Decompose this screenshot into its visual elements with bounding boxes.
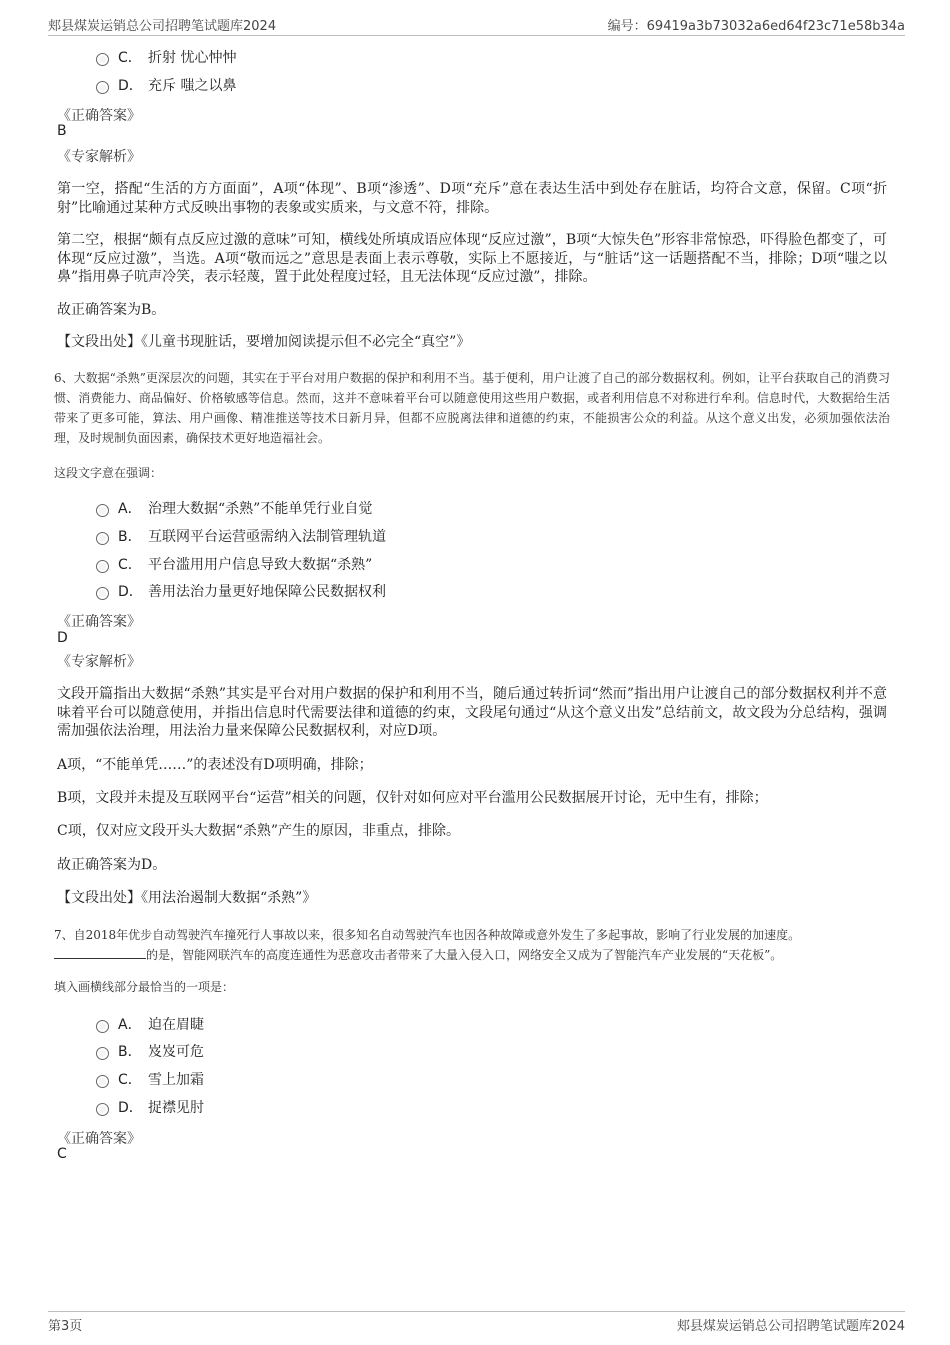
radio-icon[interactable] bbox=[96, 1103, 109, 1116]
radio-icon[interactable] bbox=[96, 532, 109, 545]
analysis-conclusion: 故正确答案为D。 bbox=[57, 857, 167, 873]
radio-icon[interactable] bbox=[96, 587, 109, 600]
analysis-source: 【文段出处】《儿童书现脏话，要增加阅读提示但不必完全“真空”》 bbox=[57, 334, 471, 350]
radio-icon[interactable] bbox=[96, 1075, 109, 1088]
radio-icon[interactable] bbox=[96, 560, 109, 573]
radio-icon[interactable] bbox=[96, 1047, 109, 1060]
analysis-paragraph: 第二空，根据“颇有点反应过激的意味”可知，横线处所填成语应体现“反应过激”，B项“大惊失色”形容非常惊恐，吓得脸色都变了，可体现“反应过激”，当选。A项“敬而远之”意思是表面上表示尊敬，实际上不愿接近，与“脏话”这一话题搭配不当，排除；D项“嗤之以鼻”指用鼻子吭声冷笑，表示轻蔑，置于此处程度过轻，且无法体现“反应过激”，排除。 bbox=[57, 232, 887, 285]
analysis-paragraph: B项，文段并未提及互联网平台“运营”相关的问题，仅针对如何应对平台滥用公民数据展开讨论，无中生有，排除； bbox=[57, 790, 768, 806]
header-doc-id: 编号：69419a3b73032a6ed64f23c71e58b34a bbox=[607, 19, 905, 34]
radio-icon[interactable] bbox=[96, 504, 109, 517]
analysis-paragraph: 文段开篇指出大数据“杀熟”其实是平台对用户数据的保护和利用不当，随后通过转折词“然而”指出用户让渡自己的部分数据权利并不意味着平台可以随意使用，并指出信息时代需要法律和道德的约束，文段尾句通过“从这个意义出发”总结前文，故文段为分总结构，强调需加强依法治理，用法治力量来保障公民数据权利，对应D项。 bbox=[57, 686, 887, 739]
answer-value: D bbox=[57, 630, 68, 646]
question-stem: 6、大数据“杀熟”更深层次的问题，其实在于平台对用户数据的保护和利用不当。基于便利，用户让渡了自己的部分数据权利。例如，让平台获取自己的消费习惯、消费能力、商品偏好、价格敏感等信息。然而，这并不意味着平台可以随意使用这些用户数据，或者利用信息不对称进行牟利。信息时代，大数据给生活带来了更多可能，算法、用户画像、精准推送等技术日新月异，但都不应脱离法律和道德的约束，不能损害公众的利益。从这个意义出发，必须加强依法治理，及时规制负面因素，确保技术更好地造福社会。 bbox=[54, 371, 890, 445]
analysis-label: 《专家解析》 bbox=[57, 654, 141, 670]
analysis-paragraph: 第一空，搭配“生活的方方面面”，A项“体现”、B项“渗透”、D项“充斥”意在表达生活中到处存在脏话，均符合文意，保留。C项“折射”比喻通过某种方式反映出事物的表象或实质来，与文意不符，排除。 bbox=[57, 181, 887, 216]
header-title: 郏县煤炭运销总公司招聘笔试题库2024 bbox=[48, 19, 277, 34]
analysis-paragraph: A项，“不能单凭……”的表述没有D项明确，排除； bbox=[57, 757, 373, 773]
page-footer bbox=[48, 1311, 905, 1338]
analysis-conclusion: 故正确答案为B。 bbox=[57, 302, 166, 318]
analysis-source: 【文段出处】《用法治遏制大数据“杀熟”》 bbox=[57, 890, 317, 906]
page-number: 第3页 bbox=[48, 1319, 83, 1334]
page-header bbox=[48, 13, 905, 36]
answer-value: C bbox=[57, 1146, 67, 1162]
question-prompt: 填入画横线部分最恰当的一项是： bbox=[54, 980, 235, 994]
answer-label: 《正确答案》 bbox=[57, 108, 141, 124]
analysis-label: 《专家解析》 bbox=[57, 149, 141, 165]
footer-title: 郏县煤炭运销总公司招聘笔试题库2024 bbox=[676, 1319, 905, 1334]
radio-icon[interactable] bbox=[96, 81, 109, 94]
answer-value: B bbox=[57, 123, 67, 139]
question-prompt: 这段文字意在强调： bbox=[54, 466, 163, 480]
answer-label: 《正确答案》 bbox=[57, 614, 141, 630]
radio-icon[interactable] bbox=[96, 1020, 109, 1033]
analysis-paragraph: C项，仅对应文段开头大数据“杀熟”产生的原因，非重点，排除。 bbox=[57, 823, 461, 839]
radio-icon[interactable] bbox=[96, 53, 109, 66]
fill-blank bbox=[54, 946, 146, 959]
question-stem: 7、自2018年优步自动驾驶汽车撞死行人事故以来，很多知名自动驾驶汽车也因各种故障或意外发生了多起事故，影响了行业发展的加速度。 的是，智能网联汽车的高度连通性为恶意攻击者带来了大量入侵入口，网络安全又成为了智能汽车产业发展的“天花板”。 bbox=[54, 928, 801, 962]
answer-label: 《正确答案》 bbox=[57, 1131, 141, 1147]
